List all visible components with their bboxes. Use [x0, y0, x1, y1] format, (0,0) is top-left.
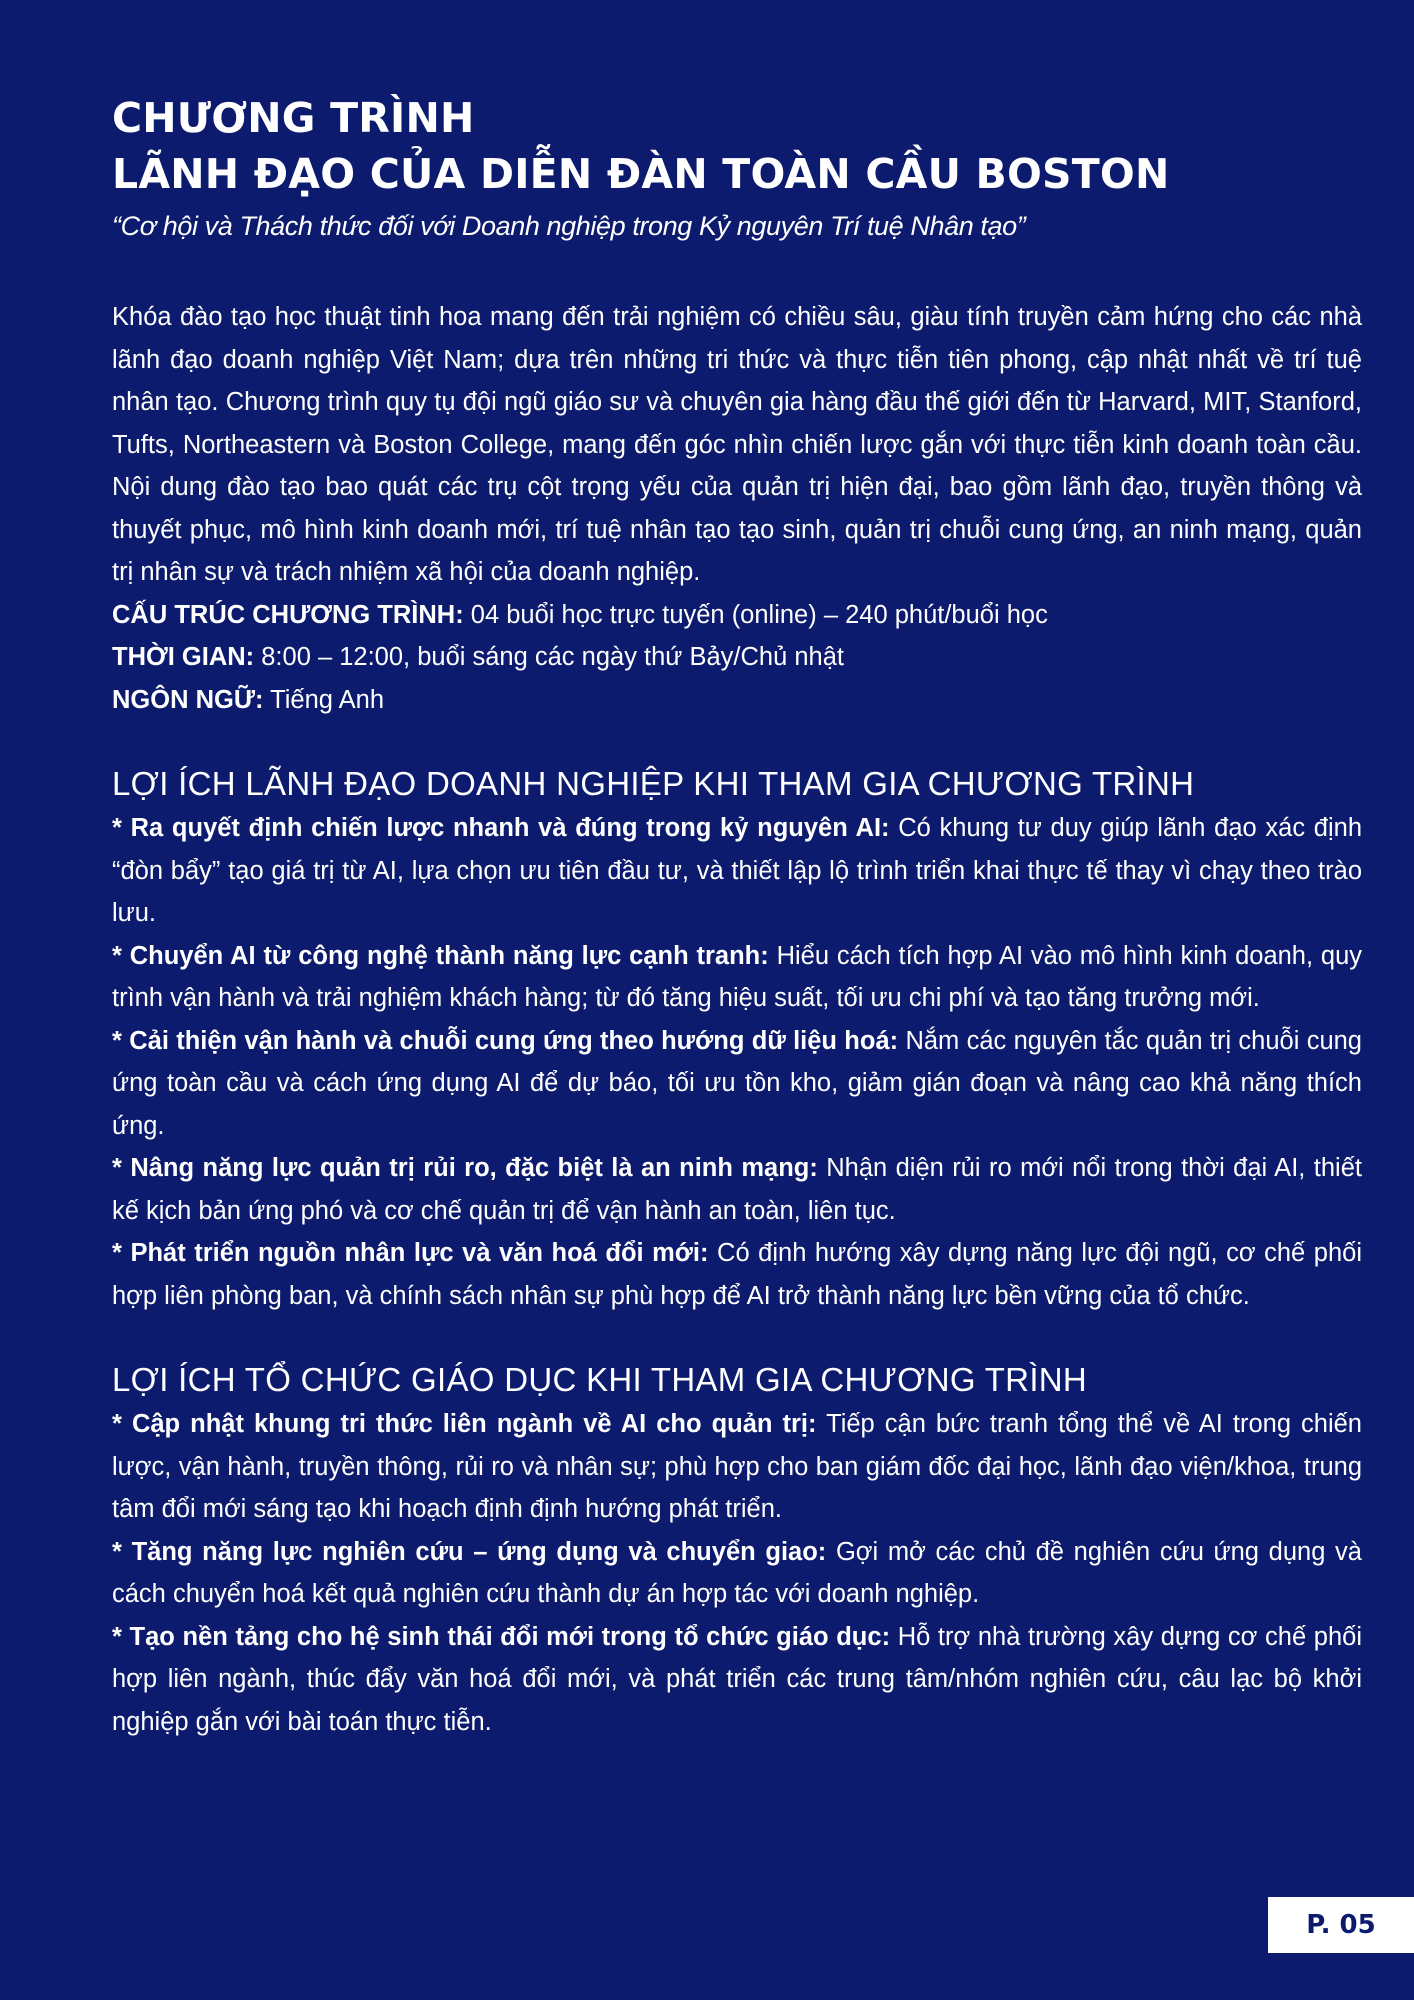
section-heading: LỢI ÍCH LÃNH ĐẠO DOANH NGHIỆP KHI THAM GIA CHƯƠNG TRÌNH [112, 765, 1195, 802]
benefit-text: Gợi mở các chủ đề nghiên cứu ứng dụng và cách chuyển hoá kết quả nghiên cứu thành dự án hợp tác với doanh nghiệp. [112, 1537, 1362, 1608]
info-value: 04 buổi học trực tuyến (online) – 240 phút/buổi học [463, 600, 1048, 629]
benefit-title: * Phát triển nguồn nhân lực và văn hoá đổi mới: [112, 1239, 709, 1267]
subtitle: “Cơ hội và Thách thức đối với Doanh nghiệp trong Kỷ nguyên Trí tuệ Nhân tạo” [112, 211, 1026, 241]
info-language [112, 679, 1362, 722]
education-benefits-section [112, 1357, 1362, 1743]
benefit-text: Hỗ trợ nhà trường xây dựng cơ chế phối hợp liên ngành, thúc đẩy văn hoá đổi mới, và phát triển các trung tâm/nhóm nghiên cứu, câu lạc bộ khởi nghiệp gắn với bài toán thực tiễn. [112, 1622, 1362, 1736]
info-value: 8:00 – 12:00, buổi sáng các ngày thứ Bảy/Chủ nhật [254, 643, 844, 671]
benefit-title: * Ra quyết định chiến lược nhanh và đúng trong kỷ nguyên AI: [112, 814, 890, 842]
benefit-title: * Cập nhật khung tri thức liên ngành về AI cho quản trị: [112, 1410, 817, 1438]
business-benefits-section [112, 761, 1362, 1317]
benefit-text: Nhận diện rủi ro mới nổi trong thời đại AI, thiết kế kịch bản ứng phó và cơ chế quản trị để vận hành an toàn, liên tục. [112, 1154, 1362, 1225]
benefit-item [112, 807, 1362, 935]
benefit-text: Nắm các nguyên tắc quản trị chuỗi cung ứng toàn cầu và cách ứng dụng AI để dự báo, tối ưu tồn kho, giảm gián đoạn và nâng cao khả năng thích ứng. [112, 1026, 1362, 1140]
benefit-item [112, 1531, 1362, 1616]
benefit-text: Có khung tư duy giúp lãnh đạo xác định “đòn bẩy” tạo giá trị từ AI, lựa chọn ưu tiên đầu tư, và thiết lập lộ trình triển khai thực tế thay vì chạy theo trào lưu. [112, 814, 1363, 927]
benefit-item [112, 1616, 1362, 1744]
benefit-item [112, 1232, 1362, 1317]
info-value: Tiếng Anh [263, 685, 384, 714]
benefit-title: * Tạo nền tảng cho hệ sinh thái đổi mới trong tổ chức giáo dục: [112, 1622, 891, 1651]
info-time [112, 636, 1362, 679]
title-line-1: CHƯƠNG TRÌNH [112, 94, 475, 142]
benefit-item [112, 1403, 1362, 1531]
benefit-text: Có định hướng xây dựng năng lực đội ngũ, cơ chế phối hợp liên phòng ban, và chính sách nhân sự phù hợp để AI trở thành năng lực bền vững của tổ chức. [112, 1239, 1362, 1310]
document-page [112, 90, 1362, 1743]
page-number-badge: P. 05 [1268, 1897, 1414, 1953]
benefit-text: Hiểu cách tích hợp AI vào mô hình kinh doanh, quy trình vận hành và trải nghiệm khách hàng; từ đó tăng hiệu suất, tối ưu chi phí và tạo tăng trưởng mới. [112, 941, 1363, 1012]
intro-paragraph: Khóa đào tạo học thuật tinh hoa mang đến trải nghiệm có chiều sâu, giàu tính truyền cảm hứng cho các nhà lãnh đạo doanh nghiệp Việt Nam; dựa trên những tri thức và thực tiễn tiên phong, cập nhật nhất về trí tuệ nhân tạo. Chương trình quy tụ đội ngũ giáo sư và chuyên gia hàng đầu thế giới đến từ Harvard, MIT, Stanford, Tufts, Northeastern và Boston College, mang đến góc nhìn chiến lược gắn với thực tiễn kinh doanh toàn cầu. Nội dung đào tạo bao quát các trụ cột trọng yếu của quản trị hiện đại, bao gồm lãnh đạo, truyền thông và thuyết phục, mô hình kinh doanh mới, trí tuệ nhân tạo tạo sinh, quản trị chuỗi cung ứng, an ninh mạng, quản trị nhân sự và trách nhiệm xã hội của doanh nghiệp. [112, 303, 1362, 586]
info-label: NGÔN NGỮ: [112, 685, 264, 714]
program-info [112, 594, 1362, 722]
benefit-title: * Chuyển AI từ công nghệ thành năng lực cạnh tranh: [112, 941, 769, 970]
benefit-title: * Tăng năng lực nghiên cứu – ứng dụng và chuyển giao: [112, 1537, 827, 1566]
benefit-title: * Nâng năng lực quản trị rủi ro, đặc biệt là an ninh mạng: [112, 1154, 818, 1182]
info-label: THỜI GIAN: [112, 643, 255, 671]
info-label: CẤU TRÚC CHƯƠNG TRÌNH: [112, 600, 464, 629]
section-heading: LỢI ÍCH TỔ CHỨC GIÁO DỤC KHI THAM GIA CHƯƠNG TRÌNH [112, 1361, 1088, 1398]
title-line-2: LÃNH ĐẠO CỦA DIỄN ĐÀN TOÀN CẦU BOSTON [112, 150, 1170, 198]
info-structure [112, 594, 1362, 637]
benefit-title: * Cải thiện vận hành và chuỗi cung ứng theo hướng dữ liệu hoá: [112, 1026, 899, 1055]
benefit-text: Tiếp cận bức tranh tổng thể về AI trong chiến lược, vận hành, truyền thông, rủi ro và nhân sự; phù hợp cho ban giám đốc đại học, lãnh đạo viện/khoa, trung tâm đổi mới sáng tạo khi hoạch định định hướng phát triển. [112, 1410, 1362, 1523]
benefit-item [112, 1147, 1362, 1232]
benefit-item [112, 1020, 1362, 1148]
benefit-item [112, 935, 1362, 1020]
